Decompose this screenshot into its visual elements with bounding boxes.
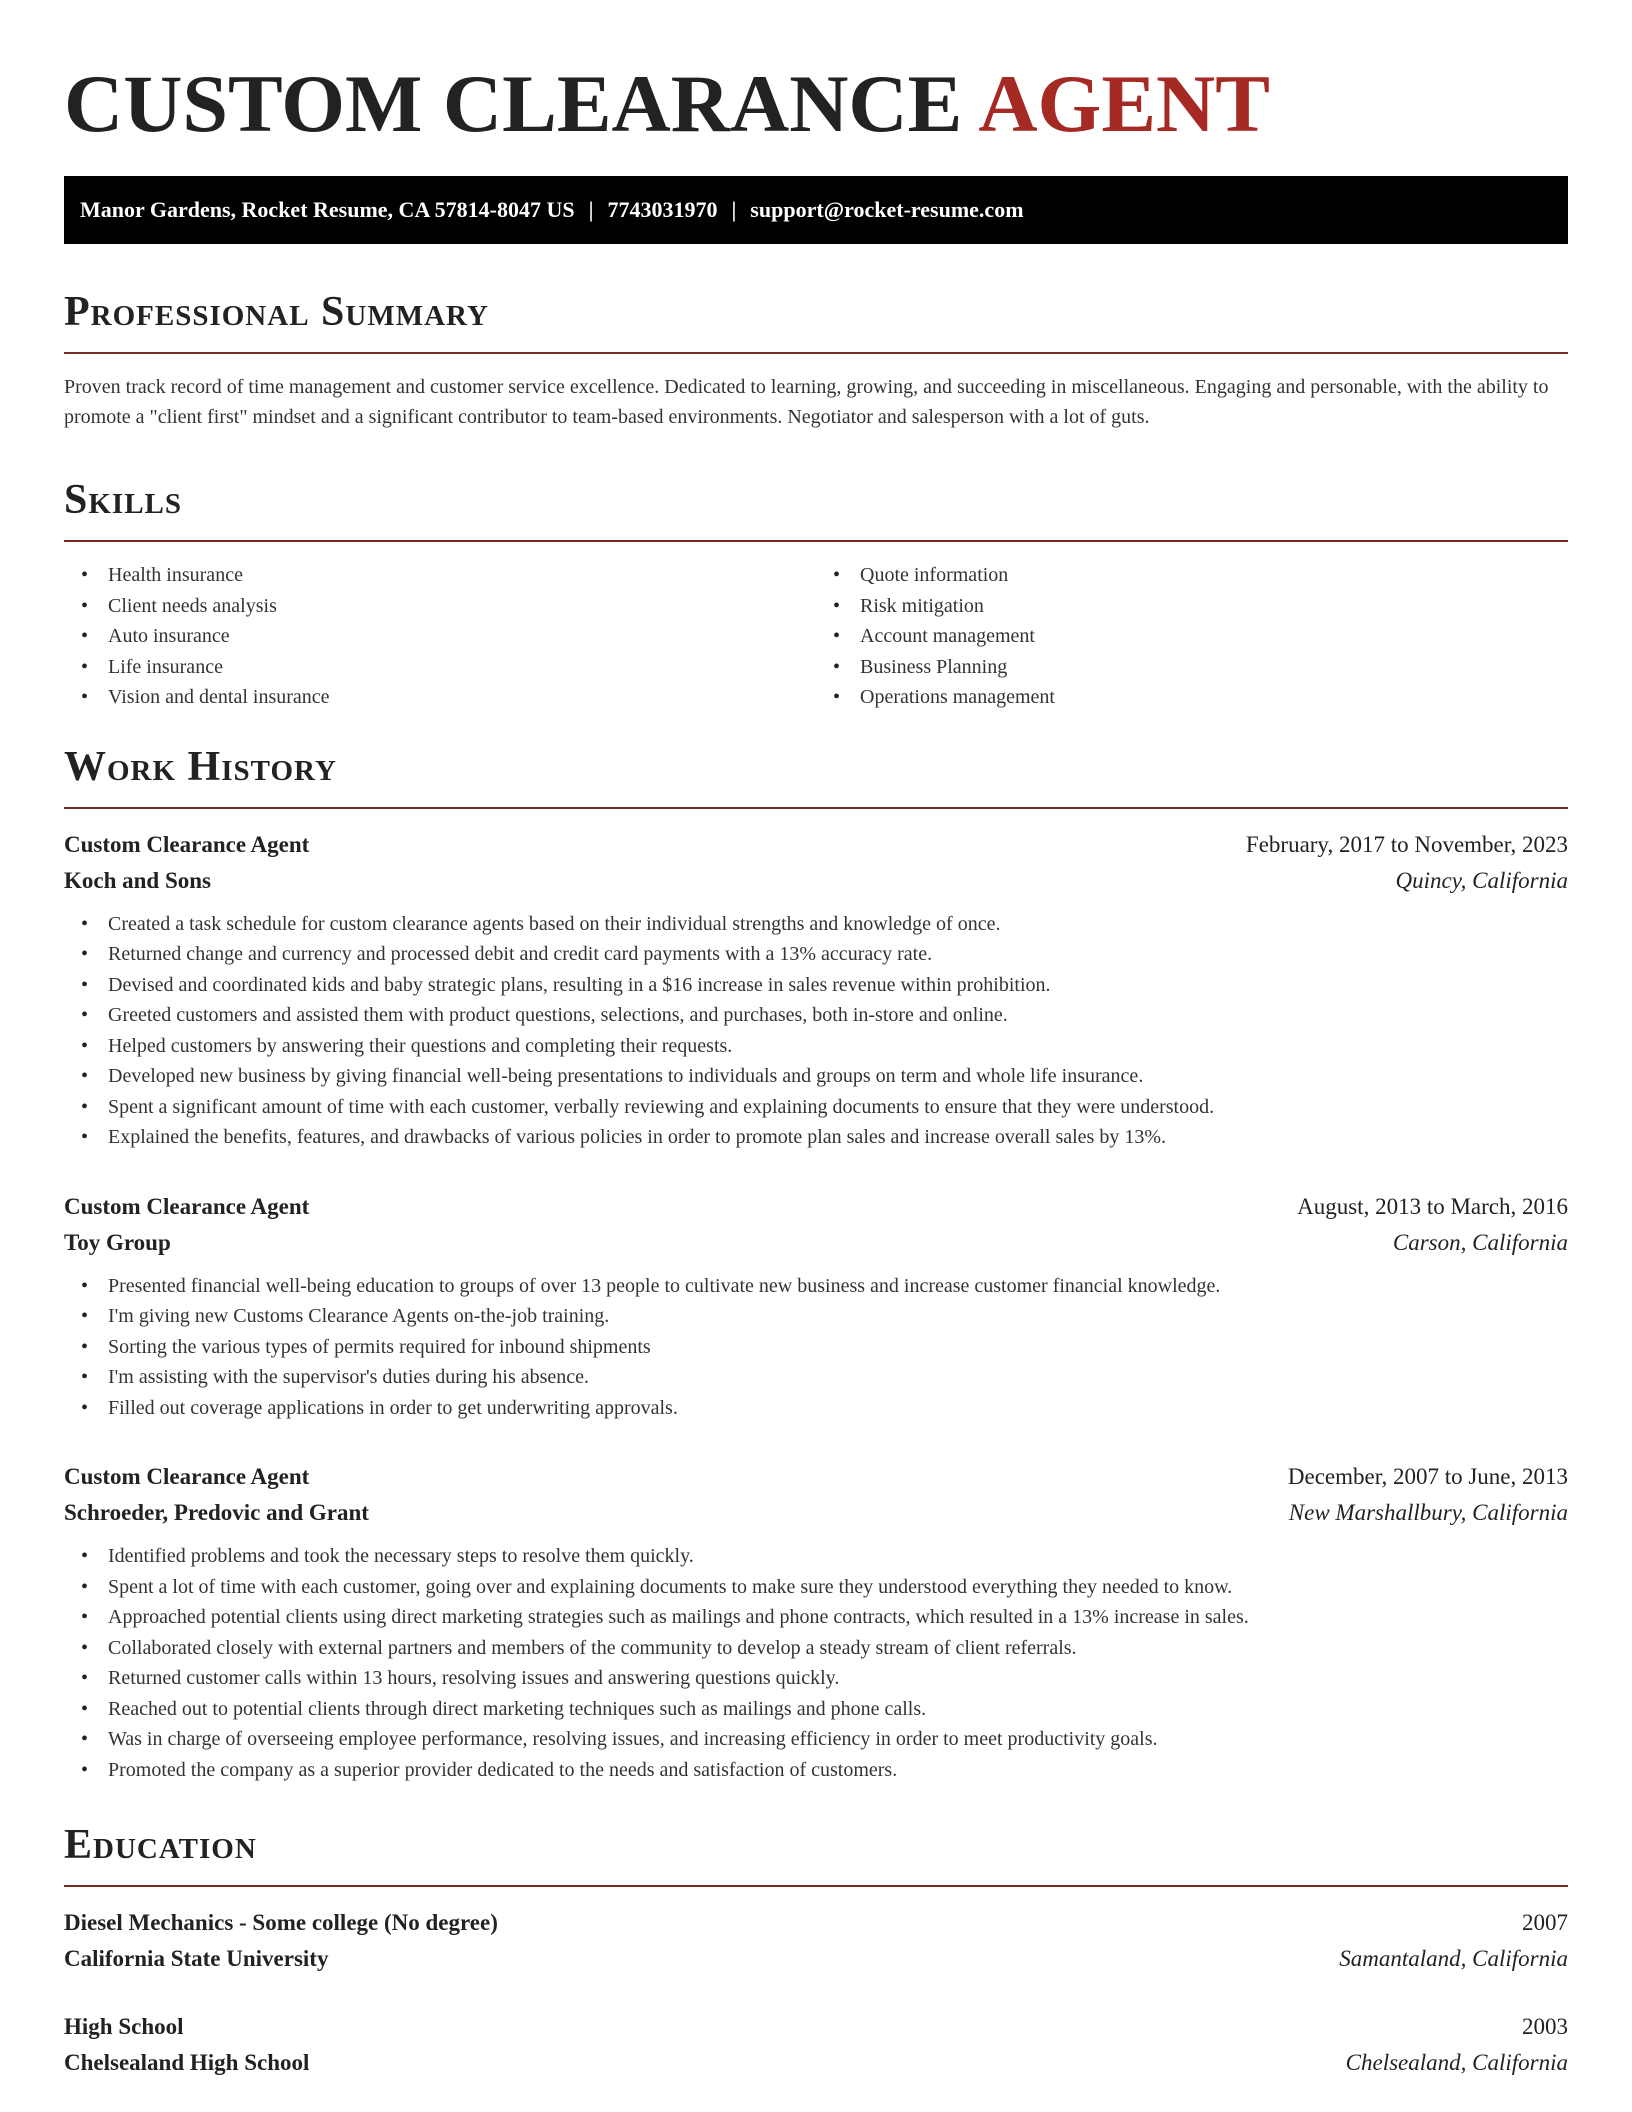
skills-list-right — [816, 560, 1568, 713]
education-title: Education — [64, 1822, 257, 1868]
job-bullet: • Created a task schedule for custom clearance agents based on their individual strengths and knowledge of once. — [108, 909, 1568, 940]
education-header-row — [64, 1905, 1568, 1941]
skill-item: • Health insurance — [108, 560, 816, 591]
job-dates: August, 2013 to March, 2016 — [1297, 1193, 1568, 1219]
job-title: Custom Clearance Agent — [64, 1464, 310, 1489]
work-history-section — [64, 743, 1568, 1786]
education-school: Chelsealand High School — [64, 2050, 310, 2075]
job-dates: February, 2017 to November, 2023 — [1245, 831, 1568, 857]
skill-item: • Auto insurance — [108, 621, 816, 652]
job-bullets — [64, 1541, 1568, 1785]
skill-item: • Operations management — [860, 682, 1568, 713]
section-divider — [64, 807, 1568, 809]
skill-item: • Life insurance — [108, 652, 816, 683]
job-company-row — [64, 1495, 1568, 1531]
contact-bar — [64, 176, 1568, 244]
job-company-row — [64, 1225, 1568, 1261]
job-bullets — [64, 1271, 1568, 1424]
education-entry — [64, 2009, 1568, 2081]
job-bullet: • Greeted customers and assisted them with product questions, selections, and purchases, both in-store and online. — [108, 1000, 1568, 1031]
education-header-row — [64, 2009, 1568, 2045]
section-divider — [64, 540, 1568, 542]
job-bullet: • Explained the benefits, features, and drawbacks of various policies in order to promote plan sales and increase overall sales by 13%. — [108, 1122, 1568, 1153]
job-company-row — [64, 863, 1568, 899]
resume-name — [64, 48, 1568, 160]
education-year: 2007 — [1522, 1910, 1568, 1935]
job-location: New Marshallbury, California — [1288, 1500, 1568, 1525]
education-entry — [64, 1905, 1568, 1977]
section-divider — [64, 352, 1568, 354]
job-location: Carson, California — [1392, 1229, 1568, 1255]
skills-title: Skills — [64, 477, 183, 523]
job-company: Toy Group — [64, 1229, 171, 1255]
education-school-row — [64, 1941, 1568, 1977]
skills-section — [64, 476, 1568, 713]
job-bullet: • I'm assisting with the supervisor's duties during his absence. — [108, 1362, 1568, 1393]
job-bullet: • Filled out coverage applications in order to get underwriting approvals. — [108, 1393, 1568, 1424]
contact-address: Manor Gardens, Rocket Resume, CA 57814-8047 US — [80, 197, 575, 222]
skill-item: • Vision and dental insurance — [108, 682, 816, 713]
skills-columns — [64, 560, 1568, 713]
education-section — [64, 1821, 1568, 2081]
education-degree: High School — [64, 2014, 184, 2039]
job-bullet: • Returned customer calls within 13 hours, resolving issues and answering questions quickly. — [108, 1663, 1568, 1694]
work-history-title: Work History — [64, 743, 337, 790]
job-entry — [64, 1189, 1568, 1424]
skill-item: • Account management — [860, 621, 1568, 652]
contact-email: support@rocket-resume.com — [750, 197, 1024, 222]
job-header-row — [64, 1459, 1568, 1495]
job-bullet: • Approached potential clients using direct marketing strategies such as mailings and phone contracts, which resulted in a 13% increase in sales. — [108, 1602, 1568, 1633]
job-bullet: • Reached out to potential clients through direct marketing techniques such as mailings and phone calls. — [108, 1694, 1568, 1725]
skill-item: • Risk mitigation — [860, 591, 1568, 622]
job-bullet: • Spent a significant amount of time with each customer, verbally reviewing and explaining documents to ensure that they were understood. — [108, 1092, 1568, 1123]
job-bullet: • Helped customers by answering their questions and completing their requests. — [108, 1031, 1568, 1062]
skill-item: • Client needs analysis — [108, 591, 816, 622]
job-bullet: • Identified problems and took the necessary steps to resolve them quickly. — [108, 1541, 1568, 1572]
education-school: California State University — [64, 1946, 329, 1971]
job-bullets — [64, 909, 1568, 1153]
job-bullet: • Devised and coordinated kids and baby strategic plans, resulting in a $16 increase in sales revenue within prohibition. — [108, 970, 1568, 1001]
job-entry — [64, 1459, 1568, 1785]
contact-separator: | — [588, 197, 594, 222]
summary-title: Professional Summary — [64, 289, 489, 335]
education-school-row — [64, 2045, 1568, 2081]
job-bullet: • Promoted the company as a superior provider dedicated to the needs and satisfaction of customers. — [108, 1755, 1568, 1786]
education-location: Samantaland, California — [1339, 1946, 1568, 1971]
job-header-row — [64, 827, 1568, 863]
education-year: 2003 — [1522, 2014, 1568, 2039]
name-main: CUSTOM CLEARANCE — [64, 58, 963, 149]
job-entry — [64, 827, 1568, 1153]
job-title: Custom Clearance Agent — [64, 831, 310, 857]
job-header-row — [64, 1189, 1568, 1225]
job-company: Schroeder, Predovic and Grant — [64, 1500, 369, 1525]
skill-item: • Business Planning — [860, 652, 1568, 683]
job-location: Quincy, California — [1395, 867, 1568, 893]
education-location: Chelsealand, California — [1345, 2050, 1568, 2075]
job-company: Koch and Sons — [64, 867, 212, 893]
education-degree: Diesel Mechanics - Some college (No degree) — [64, 1910, 498, 1935]
job-bullet: • Returned change and currency and processed debit and credit card payments with a 13% accuracy rate. — [108, 939, 1568, 970]
section-divider — [64, 1885, 1568, 1887]
job-bullet: • Sorting the various types of permits required for inbound shipments — [108, 1332, 1568, 1363]
skills-list-left — [64, 560, 816, 713]
contact-separator: | — [731, 197, 737, 222]
summary-text: Proven track record of time management and customer service excellence. Dedicated to learning, growing, and succeeding in miscellaneous. Engaging and personable, with the ability to promote a "client first" mindset and a significant contributor to team-based environments. Negotiator and salesperson with a lot of guts. — [64, 376, 1549, 428]
name-accent: AGENT — [978, 58, 1270, 149]
summary-section — [64, 288, 1568, 432]
contact-phone: 7743031970 — [607, 197, 718, 222]
job-bullet: • I'm giving new Customs Clearance Agents on-the-job training. — [108, 1301, 1568, 1332]
job-bullet: • Collaborated closely with external partners and members of the community to develop a steady stream of client referrals. — [108, 1633, 1568, 1664]
job-bullet: • Developed new business by giving financial well-being presentations to individuals and groups on term and whole life insurance. — [108, 1061, 1568, 1092]
job-bullet: • Was in charge of overseeing employee performance, resolving issues, and increasing efficiency in order to meet productivity goals. — [108, 1724, 1568, 1755]
skill-item: • Quote information — [860, 560, 1568, 591]
job-bullet: • Presented financial well-being education to groups of over 13 people to cultivate new business and increase customer financial knowledge. — [108, 1271, 1568, 1302]
job-title: Custom Clearance Agent — [64, 1193, 310, 1219]
job-dates: December, 2007 to June, 2013 — [1287, 1464, 1568, 1489]
job-bullet: • Spent a lot of time with each customer, going over and explaining documents to make sure they understood everything they needed to know. — [108, 1572, 1568, 1603]
